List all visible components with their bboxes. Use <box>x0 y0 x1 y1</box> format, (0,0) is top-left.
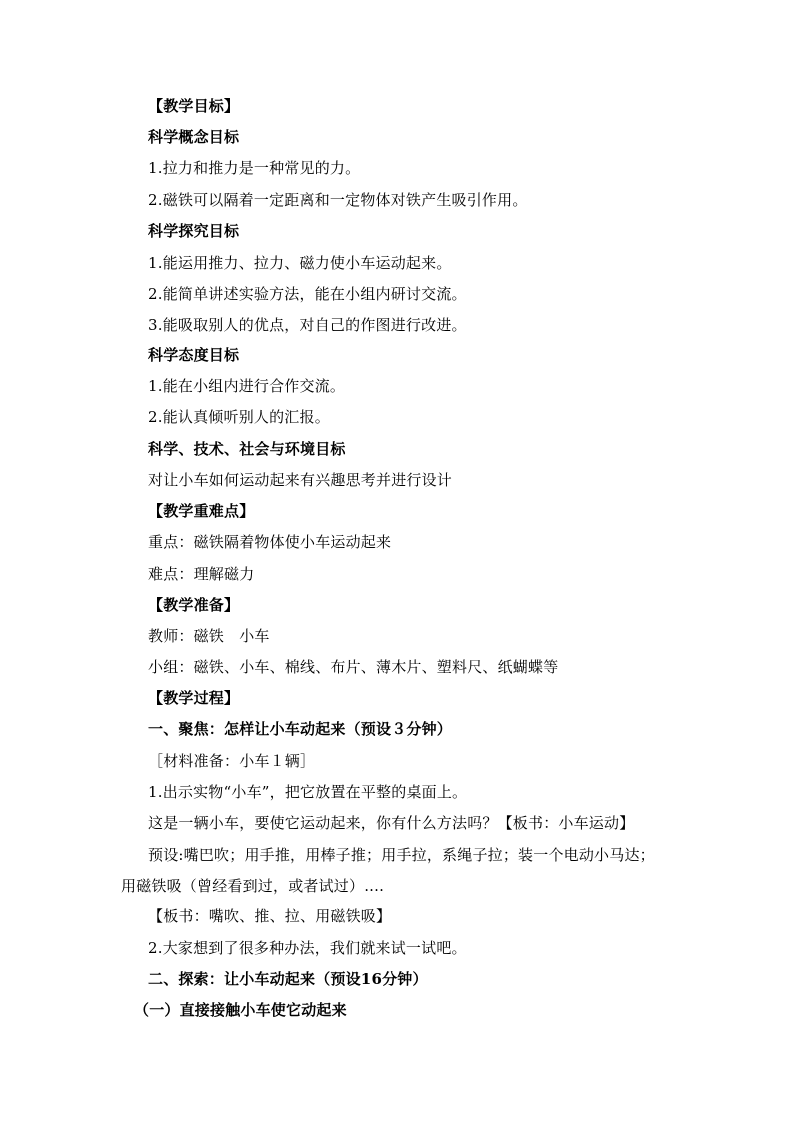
paragraph: 2.能认真倾听别人的汇报。 <box>148 408 330 426</box>
section-heading-focus: 一、聚焦：怎样让小车动起来（预设３分钟） <box>148 720 453 738</box>
paragraph: ［材料准备：小车１辆］ <box>148 752 316 770</box>
paragraph: 对让小车如何运动起来有兴趣思考并进行设计 <box>148 471 453 489</box>
paragraph: 1.出示实物“小车”，把它放置在平整的桌面上。 <box>148 783 468 801</box>
paragraph: 3.能吸取别人的优点，对自己的作图进行改进。 <box>148 316 467 334</box>
paragraph: 重点：磁铁隔着物体使小车运动起来 <box>148 533 392 551</box>
section-heading-explore: 二、探索：让小车动起来（预设16分钟） <box>148 970 428 988</box>
paragraph: 教师：磁铁 小车 <box>148 627 270 645</box>
heading-preparation: 【教学准备】 <box>148 596 240 614</box>
heading-teaching-process: 【教学过程】 <box>148 689 240 707</box>
subheading-attitude-goals: 科学态度目标 <box>148 346 240 364</box>
subheading-concept-goals: 科学概念目标 <box>148 128 240 146</box>
heading-key-difficulties: 【教学重难点】 <box>148 502 255 520</box>
paragraph: 预设:嘴巴吹；用手推，用棒子推；用手拉，系绳子拉；装一个电动小马达； <box>148 846 655 864</box>
subheading-stse-goals: 科学、技术、社会与环境目标 <box>148 440 346 458</box>
paragraph: 2.大家想到了很多种办法，我们就来试一试吧。 <box>148 939 467 957</box>
paragraph: 小组：磁铁、小车、棉线、布片、薄木片、塑料尺、纸蝴蝶等 <box>148 658 559 676</box>
subheading-inquiry-goals: 科学探究目标 <box>148 222 240 240</box>
subsection-heading: （一）直接接触小车使它动起来 <box>134 1001 347 1019</box>
paragraph: 2.磁铁可以隔着一定距离和一定物体对铁产生吸引作用。 <box>148 191 528 209</box>
paragraph: 1.能在小组内进行合作交流。 <box>148 377 346 395</box>
paragraph-continuation: 用磁铁吸（曾经看到过，或者试过）.... <box>121 877 385 895</box>
paragraph: 2.能简单讲述实验方法，能在小组内研讨交流。 <box>148 285 467 303</box>
heading-teaching-objectives: 【教学目标】 <box>148 97 240 115</box>
paragraph: 难点：理解磁力 <box>148 565 255 583</box>
paragraph: 【板书：嘴吹、推、拉、用磁铁吸】 <box>148 907 392 925</box>
paragraph: 1.能运用推力、拉力、磁力使小车运动起来。 <box>148 254 452 272</box>
paragraph: 1.拉力和推力是一种常见的力。 <box>148 159 361 177</box>
paragraph: 这是一辆小车，要使它运动起来，你有什么方法吗？【板书：小车运动】 <box>148 814 635 832</box>
